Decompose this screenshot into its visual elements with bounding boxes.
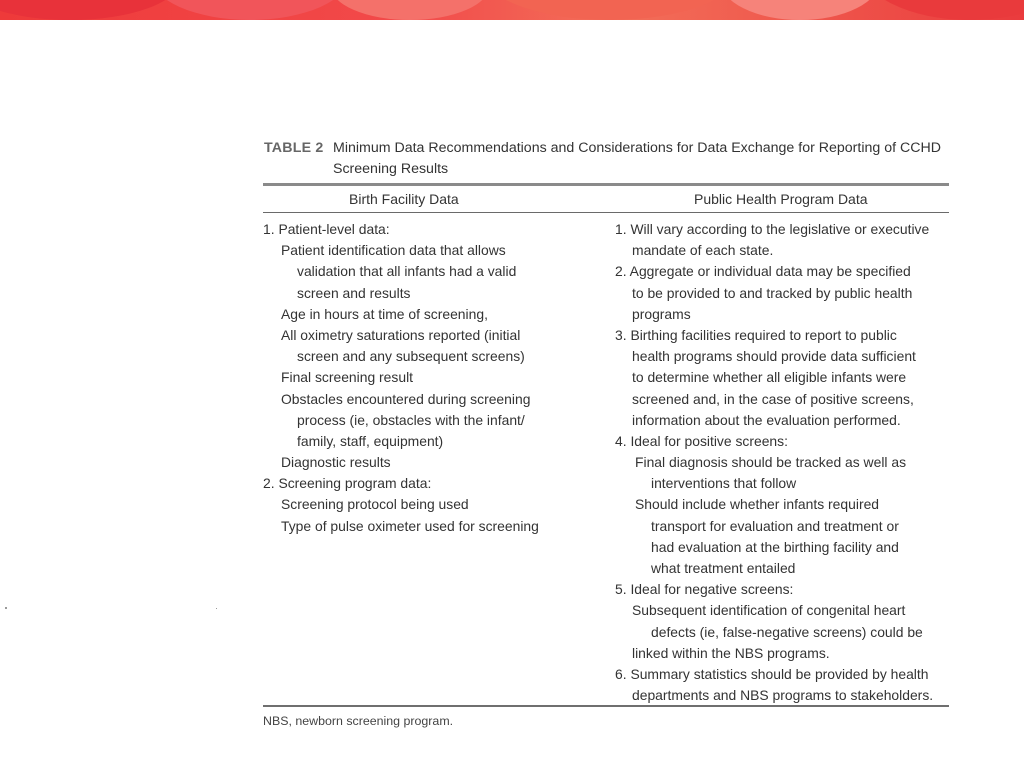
- table-line: mandate of each state.: [632, 242, 774, 259]
- table-line: validation that all infants had a valid: [297, 263, 517, 280]
- banner-shape: [480, 0, 740, 20]
- table-line: to be provided to and tracked by public health: [632, 284, 913, 301]
- table-line: Final screening result: [281, 369, 414, 386]
- decorative-banner: [0, 0, 1024, 20]
- table-line: programs: [632, 305, 691, 322]
- table-line: Patient identification data that allows: [281, 242, 506, 259]
- table-line: All oximetry saturations reported (initial: [281, 326, 521, 343]
- birth-facility-column: [263, 219, 603, 537]
- table-line: 1. Patient-level data:: [263, 221, 390, 237]
- table-line: Subsequent identification of congenital heart: [632, 602, 906, 619]
- table-line: screen and any subsequent screens): [297, 348, 525, 365]
- table-figure: [263, 138, 949, 707]
- table-line: 3. Birthing facilities required to report to public: [615, 326, 897, 343]
- column-header-public-health: Public Health Program Data: [694, 191, 868, 207]
- table-line: information about the evaluation performed.: [632, 411, 901, 428]
- table-line: linked within the NBS programs.: [632, 644, 830, 661]
- table-line: what treatment entailed: [651, 560, 796, 576]
- table-line: Final diagnosis should be tracked as well as: [635, 454, 907, 471]
- speck-mark: [5, 607, 7, 609]
- table-line: 5. Ideal for negative screens:: [615, 581, 794, 598]
- table-line: screen and results: [297, 284, 411, 301]
- table-line: process (ie, obstacles with the infant/: [297, 411, 525, 428]
- table-caption: [263, 138, 949, 182]
- table-line: health programs should provide data sufficient: [632, 348, 916, 365]
- speck-mark: [216, 608, 217, 609]
- column-header-birth-facility: Birth Facility Data: [349, 191, 459, 207]
- table-line: Obstacles encountered during screening: [281, 390, 531, 407]
- table-label: TABLE 2: [264, 140, 324, 156]
- table-line: interventions that follow: [651, 475, 797, 492]
- table-line: 6. Summary statistics should be provided by health: [615, 665, 929, 682]
- table-line: Type of pulse oximeter used for screening: [281, 517, 539, 534]
- table-line: 2. Aggregate or individual data may be specified: [615, 263, 911, 280]
- banner-shape: [860, 0, 1024, 20]
- table-line: to determine whether all eligible infants were: [632, 369, 907, 386]
- table-line: Screening protocol being used: [281, 496, 469, 513]
- table-body: [263, 213, 949, 705]
- table-line: screened and, in the case of positive screens,: [632, 390, 914, 407]
- column-headers: [263, 186, 949, 212]
- table-footnote: NBS, newborn screening program.: [263, 714, 454, 728]
- table-line: had evaluation at the birthing facility and: [651, 538, 899, 555]
- banner-shape: [330, 0, 490, 20]
- table-line: Age in hours at time of screening,: [281, 305, 488, 322]
- table-line: defects (ie, false-negative screens) could be: [651, 623, 923, 640]
- table-line: Should include whether infants required: [635, 496, 880, 513]
- table-line: 1. Will vary according to the legislative or executive: [615, 221, 930, 237]
- table-line: family, staff, equipment): [297, 432, 444, 449]
- table-line: 2. Screening program data:: [263, 475, 432, 492]
- table-line: Diagnostic results: [281, 454, 391, 471]
- table-line: 4. Ideal for positive screens:: [615, 432, 788, 449]
- table-line: transport for evaluation and treatment or: [651, 517, 899, 534]
- public-health-column: [615, 219, 949, 706]
- table-line: departments and NBS programs to stakeholders.: [632, 687, 934, 704]
- banner-shape: [150, 0, 350, 20]
- banner-shape: [0, 0, 180, 20]
- table-title: Minimum Data Recommendations and Considerations for Data Exchange for Reporting of CCHD Screening Results: [333, 140, 941, 177]
- banner-shape: [720, 0, 880, 20]
